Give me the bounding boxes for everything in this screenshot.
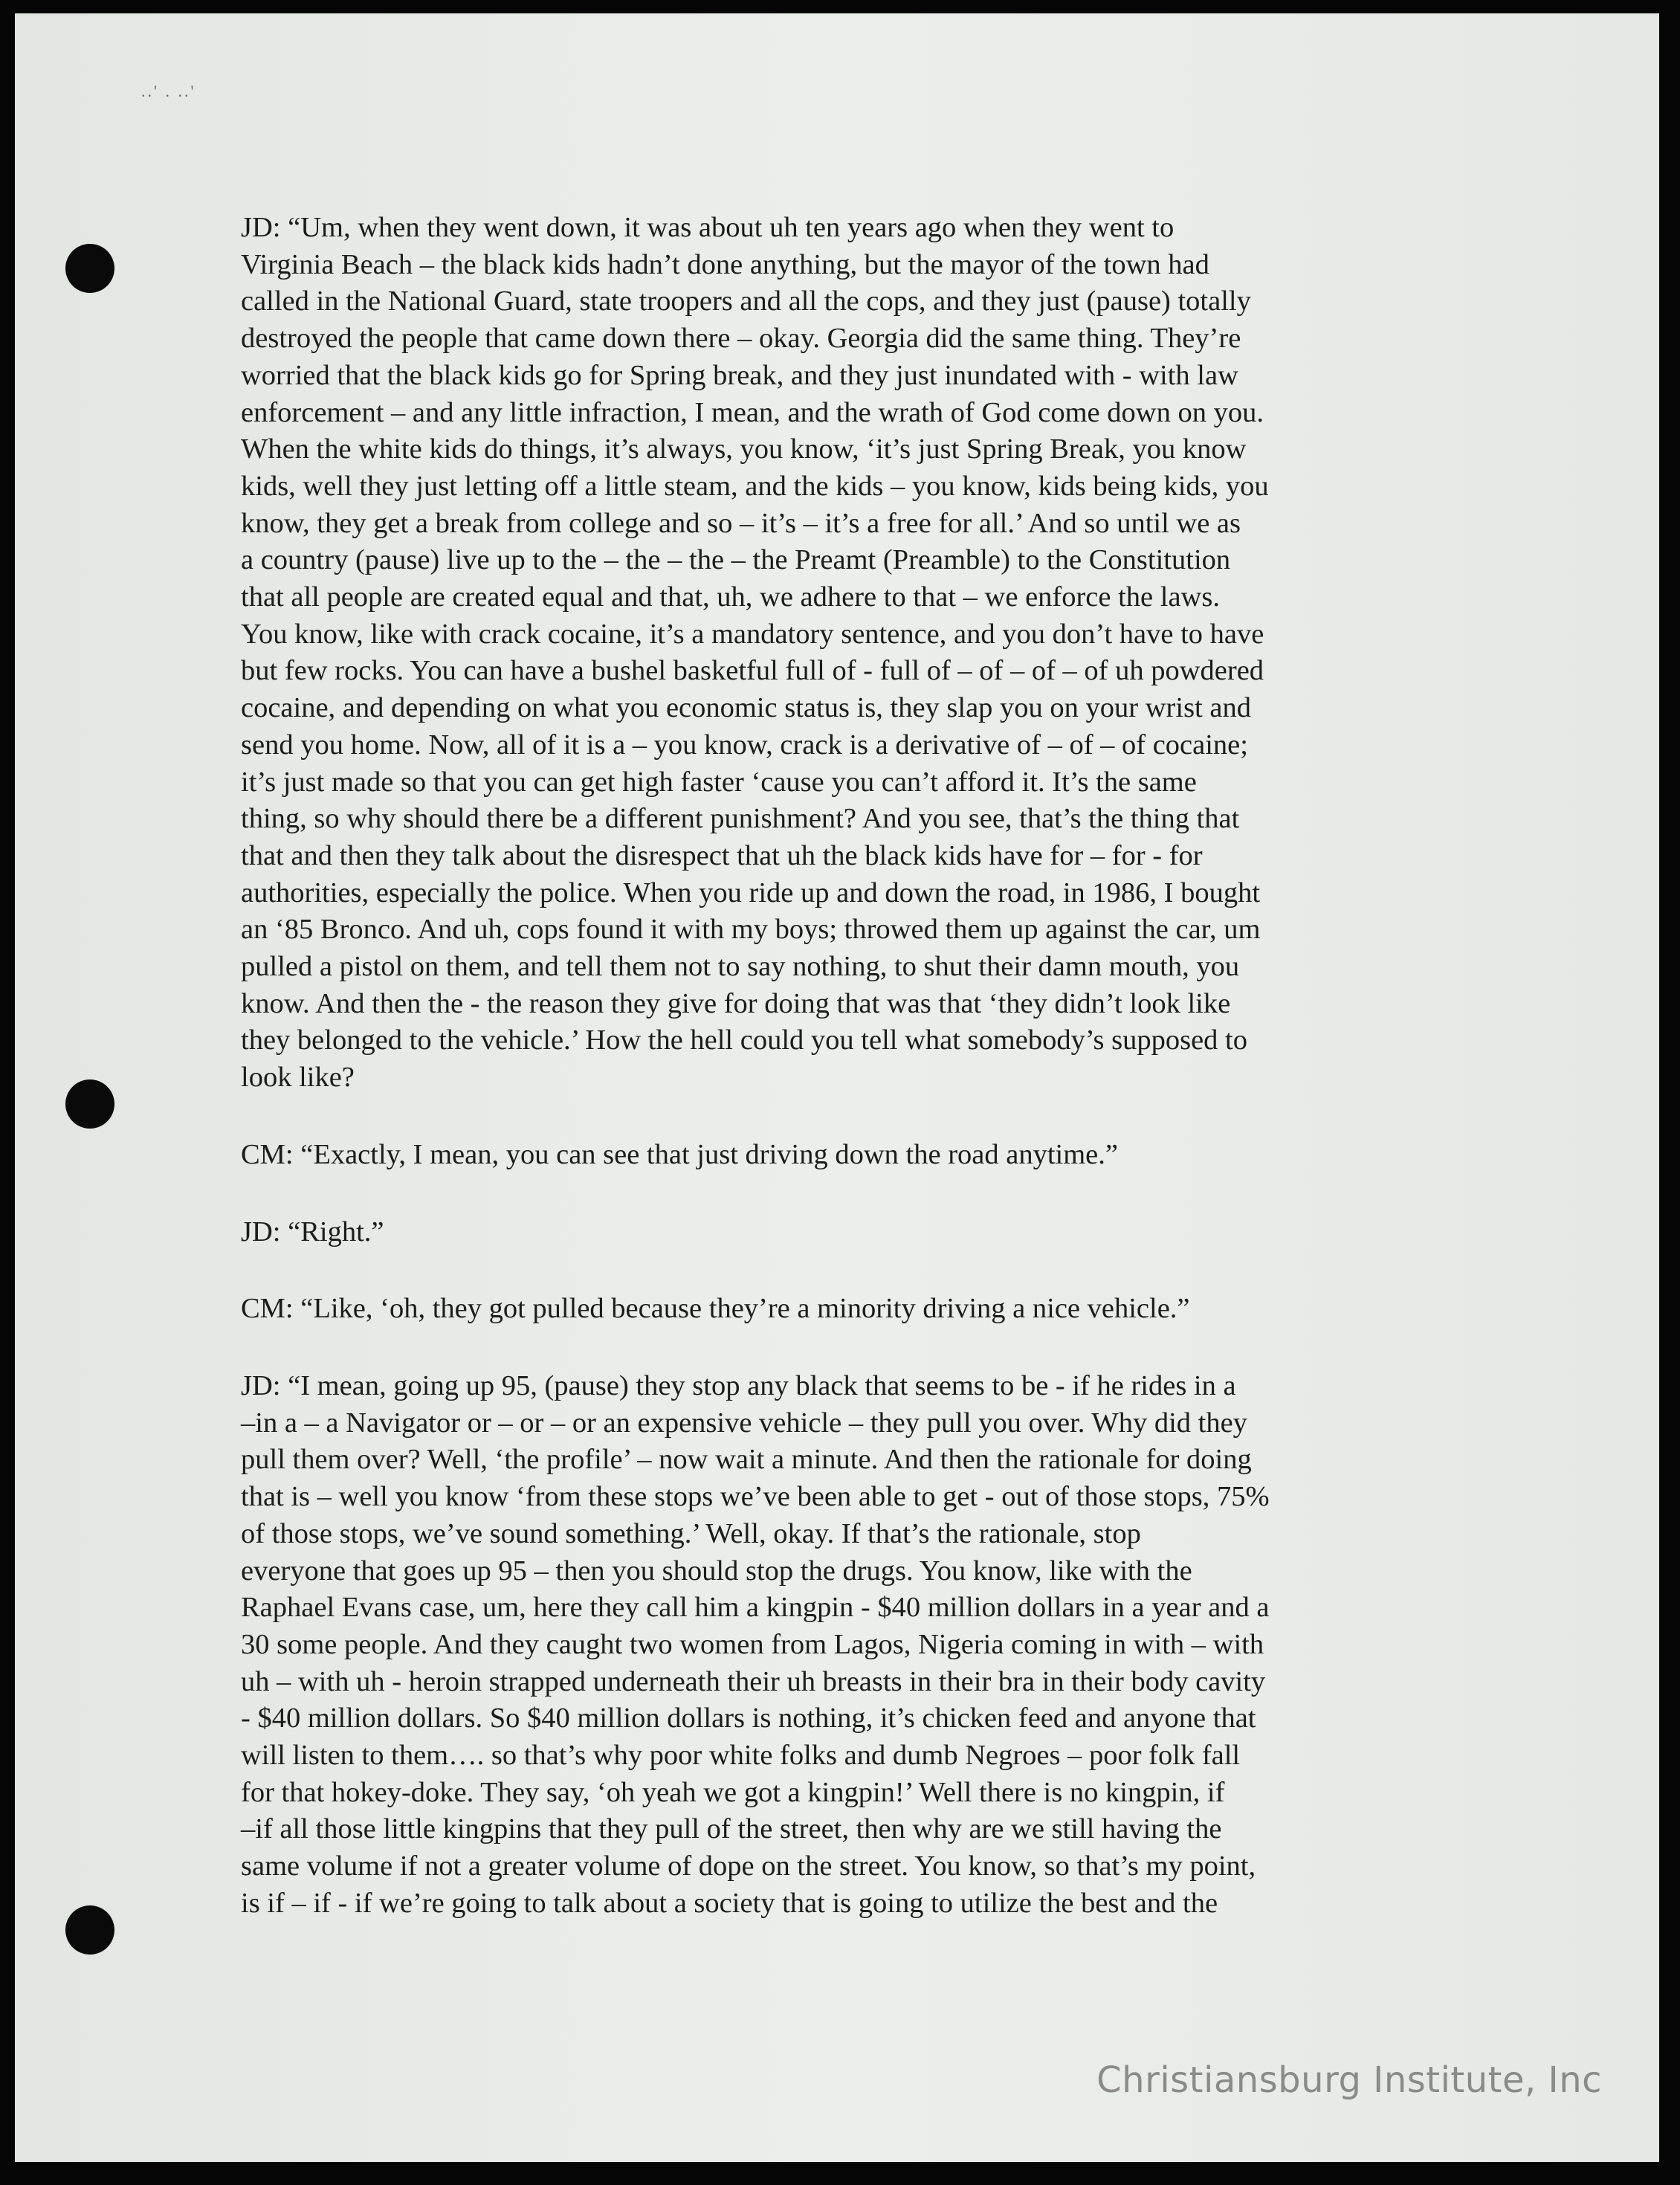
transcript-paragraph: CM: “Like, ‘oh, they got pulled because they’re a minority driving a nice vehicle.” <box>241 1293 1190 1325</box>
transcript-paragraph: JD: “I mean, going up 95, (pause) they stop any black that seems to be - if he rides in a –in a – a Navigator or – or – or an expensive vehicle – they pull you over. Why did they pull them over? Well, ‘the profile’ – now wait a minute. And then the rationale for doing that is – well you know ‘from these stops we’ve been able to get - out of those stops, 75% of those stops, we’ve sound something.’ Well, okay. If that’s the rationale, stop everyone that goes up 95 – then you should stop the drugs. You know, like with the Raphael Evans case, um, here they call him a kingpin - $40 million dollars in a year and a 30 some people. And they caught two women from Lagos, Nigeria coming in with – with uh – with uh - heroin strapped underneath their uh breasts in their bra in their body cavity - $40 million dollars. So $40 million dollars is nothing, it’s chicken feed and anyone that will listen to them…. so that’s why poor white folks and dumb Negroes – poor folk fall for that hokey-doke. They say, ‘oh yeah we got a kingpin!’ Well there is no kingpin, if –if all those little kingpins that they pull of the street, then why are we still having the same volume if not a greater volume of dope on the street. You know, so that’s my point, is if – if - if we’re going to talk about a society that is going to utilize the best and the <box>241 1369 1270 1919</box>
watermark: Christiansburg Institute, Inc <box>1096 2059 1602 2101</box>
transcript-body <box>241 210 1423 1963</box>
punch-hole <box>65 1079 114 1129</box>
transcript-paragraph: CM: “Exactly, I mean, you can see that just driving down the road anytime.” <box>241 1138 1118 1170</box>
transcript-paragraph: JD: “Right.” <box>241 1216 384 1248</box>
punch-hole <box>65 244 114 293</box>
punch-hole <box>65 1905 114 1955</box>
transcript-paragraph: JD: “Um, when they went down, it was about uh ten years ago when they went to Virginia Beach – the black kids hadn’t done anything, but the mayor of the town had called in the National Guard, state troopers and all the cops, and they just (pause) totally destroyed the people that came down there – okay. Georgia did the same thing. They’re worried that the black kids go for Spring break, and they just inundated with - with law enforcement – and any little infraction, I mean, and the wrath of God come down on you. When the white kids do things, it’s always, you know, ‘it’s just Spring Break, you know kids, well they just letting off a little steam, and the kids – you know, kids being kids, you know, they get a break from college and so – it’s – it’s a free for all.’ And so until we as a country (pause) live up to the – the – the – the Preamt (Preamble) to the Constitution that all people are created equal and that, uh, we adhere to that – we enforce the laws. You know, like with crack cocaine, it’s a mandatory sentence, and you don’t have to have but few rocks. You can have a bushel basketful full of - full of – of – of – of uh powdered cocaine, and depending on what you economic status is, they slap you on your wrist and send you home. Now, all of it is a – you know, crack is a derivative of – of – of cocaine; it’s just made so that you can get high faster ‘cause you can’t afford it. It’s the same thing, so why should there be a different punishment? And you see, that’s the thing that that and then they talk about the disrespect that uh the black kids have for – for - for authorities, especially the police. When you ride up and down the road, in 1986, I bought an ‘85 Bronco. And uh, cops found it with my boys; throwed them up against the car, um pulled a pistol on them, and tell them not to say nothing, to shut their damn mouth, you know. And then the - the reason they give for doing that was that ‘they didn’t look like they belonged to the vehicle.’ How the hell could you tell what somebody’s supposed to look like? <box>241 212 1269 1094</box>
page-marks: ..' . ..' <box>141 82 196 100</box>
